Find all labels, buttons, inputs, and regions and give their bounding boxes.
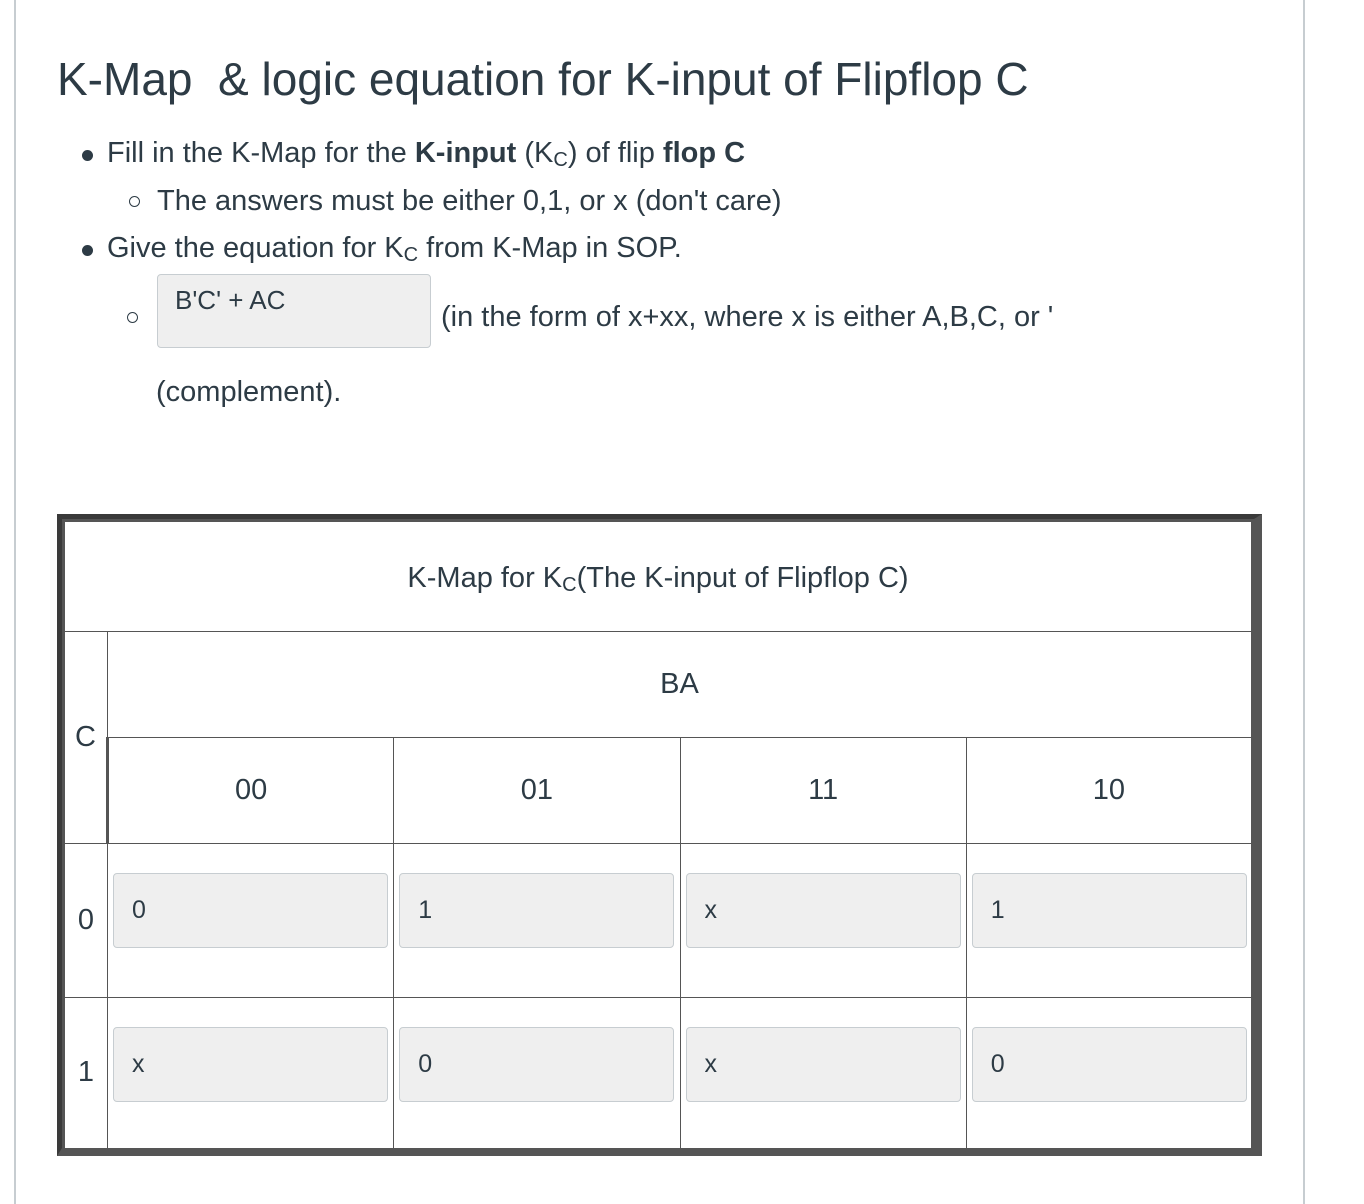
equation-answer-input[interactable] — [157, 274, 431, 348]
kmap-cell-input[interactable] — [113, 1027, 388, 1102]
kmap-cell-input[interactable] — [399, 873, 674, 948]
kmap-row-label: 1 — [64, 998, 108, 1150]
kmap-row-label: 0 — [64, 844, 108, 998]
kmap-table — [57, 514, 1262, 1156]
kmap-cell-input[interactable] — [972, 1027, 1247, 1102]
kmap-cell — [394, 844, 680, 998]
kmap-cell-input[interactable] — [686, 873, 961, 948]
kmap-cell — [394, 998, 680, 1150]
equation-form-hint: (in the form of x+xx, where x is either A,B,C, or ' — [441, 301, 1054, 333]
kmap-row-variable: C — [64, 632, 108, 844]
instruction-give-equation: Give the equation for $K_C$ from K-Map in SOP. — [107, 232, 682, 266]
content-frame-right-border — [1303, 0, 1305, 1204]
kmap-caption: K-Map for $K_C(The$ K-input of Flipflop C) — [64, 521, 1253, 632]
kmap-cell — [966, 844, 1252, 998]
kmap-cell — [680, 998, 966, 1150]
kmap-column-variable: BA — [108, 632, 1253, 738]
kmap-column-header: 00 — [108, 738, 394, 844]
kmap-cell-input[interactable] — [972, 873, 1247, 948]
instruction-answer-values: The answers must be either 0,1, or x (don't care) — [157, 185, 782, 217]
kmap-cell-input[interactable] — [686, 1027, 961, 1102]
equation-form-hint-complement: (complement). — [156, 376, 342, 408]
sub-bullet-circle — [127, 312, 138, 323]
kmap-cell — [108, 844, 394, 998]
kmap-column-header: 01 — [394, 738, 680, 844]
kmap-cell-input[interactable] — [113, 873, 388, 948]
kmap-cell — [108, 998, 394, 1150]
sub-bullet-circle — [129, 196, 140, 207]
kmap-cell — [966, 998, 1252, 1150]
kmap-cell — [680, 844, 966, 998]
page-title: K-Map & logic equation for K-input of Flipflop C — [57, 53, 1029, 105]
bullet-dot — [82, 150, 93, 161]
bullet-dot — [82, 245, 93, 256]
content-frame-left-border — [14, 0, 16, 1204]
kmap-cell-input[interactable] — [399, 1027, 674, 1102]
kmap-column-header: 11 — [680, 738, 966, 844]
kmap-column-header: 10 — [966, 738, 1252, 844]
instruction-fill-kmap: Fill in the K-Map for the K-input $(K_C)$ of flip flop C — [107, 137, 746, 171]
